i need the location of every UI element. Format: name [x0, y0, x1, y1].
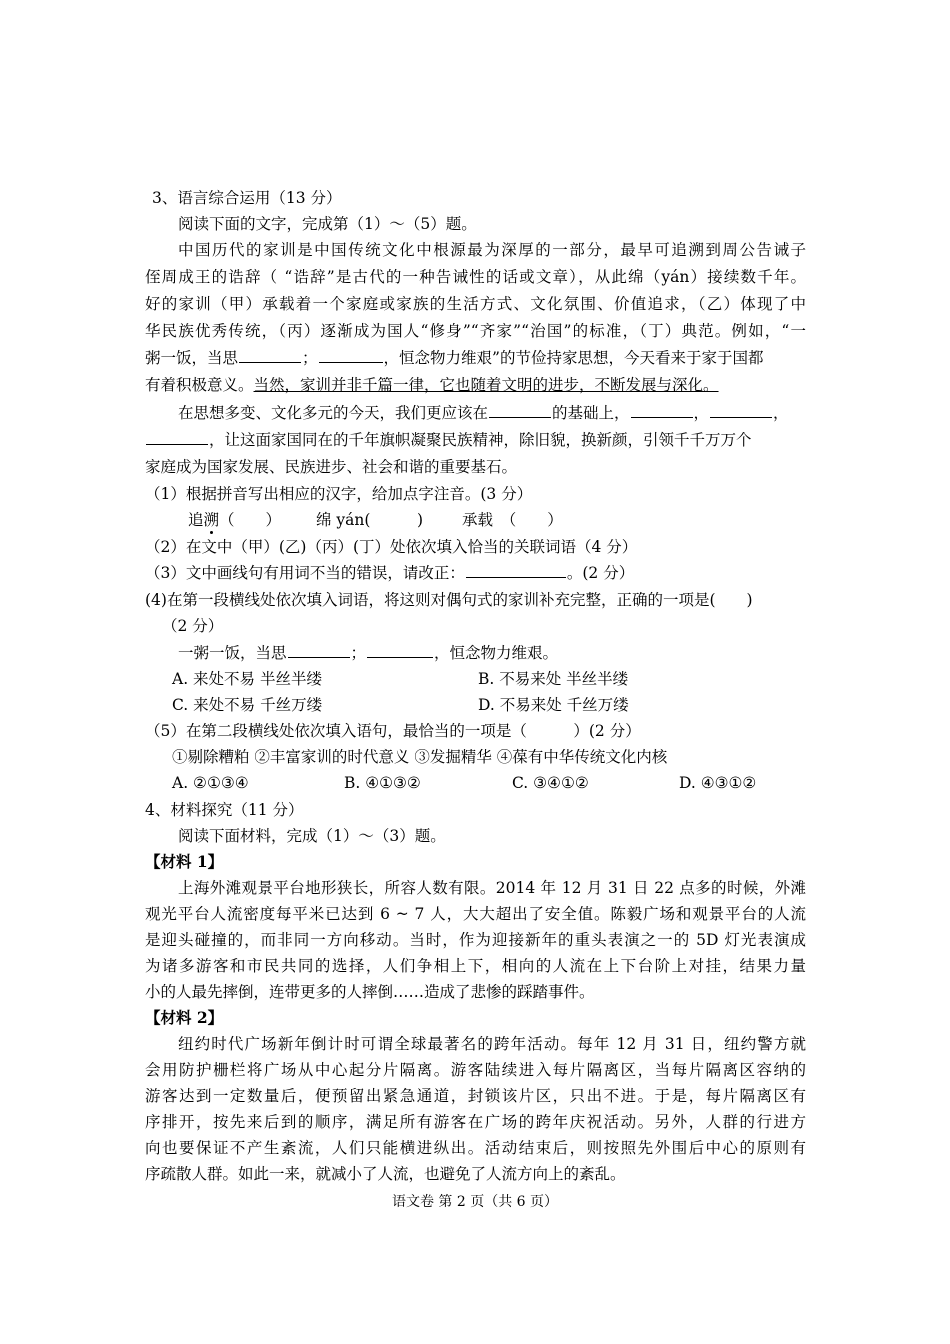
blank-field [367, 643, 433, 658]
text-segment: ，恒念物力维艰。 [434, 644, 559, 662]
text-segment: ， [773, 404, 789, 422]
q3-sub1-item3: 承载 （ ） [462, 511, 563, 529]
material-1-line4: 为诸多游客和市民共同的选择，人们争相上下，相向的人流在上下台阶上对挂，结果力量 [145, 957, 806, 975]
material-1-line5: 小的人最先摔倒，连带更多的人摔倒……造成了悲惨的踩踏事件。 [145, 983, 595, 1001]
material-2-title: 【材料 2】 [145, 1008, 224, 1027]
blank-field [466, 563, 566, 578]
q3-sub4-option-a: A. 来处不易 半丝半缕 [172, 670, 322, 688]
material-2-line3: 游客达到一定数量后，便预留出紧急通道，封锁该片区，只出不进。于是，每片隔离区有 [145, 1087, 806, 1105]
q3-sub5-option-c: C. ③④①② [512, 774, 589, 792]
text-segment: ， [693, 404, 710, 422]
q3-sub5-option-b: B. ④①③② [344, 774, 421, 792]
q3-para1-line5 [145, 348, 763, 368]
q3-para2-line3: 家庭成为国家发展、民族进步、社会和谐的重要基石。 [145, 458, 518, 476]
q3-para1-line6 [145, 375, 719, 395]
material-1-line2: 观光平台人流密度每平米已达到 6 ~ 7 人，大大超出了安全值。陈毅广场和观景平台的人流 [145, 905, 806, 923]
text-segment: 一粥一饭，当思 [178, 644, 287, 662]
text-segment: （3）文中画线句有用词不当的错误，请改正： [145, 564, 465, 582]
q3-sub4-option-c: C. 来处不易 千丝万缕 [172, 696, 323, 714]
material-2-line4: 序排开，按先来后到的顺序，满足所有游客在广场的跨年庆祝活动。另外，人群的行进方 [145, 1113, 806, 1131]
q3-para1-line1: 中国历代的家训是中国传统文化中根源最为深厚的一部分，最早可追溯到周公告诫子 [178, 241, 806, 259]
q3-sub4-line3 [178, 643, 558, 663]
blank-field [710, 403, 772, 418]
blank-field [239, 348, 301, 363]
material-1-line3: 是迎头碰撞的，而非同一方向移动。当时，作为迎接新年的重头表演之一的 5D 灯光表演成 [145, 931, 806, 949]
blank-field [146, 430, 208, 445]
text-segment: ，让这面家国同在的千年旗帜凝聚民族精神，除旧貌，换新颜，引领千千万万个 [209, 431, 752, 449]
text-segment: ，恒念物力维艰”的节俭持家思想，今天看来于家于国都 [383, 349, 764, 367]
text-segment: 在思想多变、文化多元的今天，我们更应该在 [178, 404, 489, 422]
material-1-line1: 上海外滩观景平台地形狭长，所容人数有限。2014 年 12 月 31 日 22 点多的时候，外滩 [178, 879, 806, 897]
text-segment: 有着积极意义。 [145, 376, 254, 394]
text-segment: ； [302, 349, 318, 367]
q3-sub4-line2: （2 分） [162, 617, 224, 635]
q3-sub4-option-b: B. 不易来处 半丝半缕 [478, 670, 629, 688]
text-segment: （ ） [219, 511, 282, 529]
material-2-line2: 会用防护栅栏将广场从中心起分片隔离。游客陆续进入每片隔离区，当每片隔离区容纳的 [145, 1061, 806, 1079]
blank-field [319, 348, 383, 363]
q3-para1-line3: 好的家训（甲）承载着一个家庭或家族的生活方式、文化氛围、价值追求，（乙）体现了中 [145, 295, 806, 313]
q3-sub4-option-d: D. 不易来处 千丝万缕 [478, 696, 629, 714]
q4-heading: 4、材料探究（11 分） [145, 801, 304, 819]
q3-sub5-option-a: A. ②①③④ [172, 774, 249, 792]
material-1-title: 【材料 1】 [145, 852, 224, 871]
material-2-line5: 向也要保证不产生紊流，人们只能横进纵出。活动结束后，则按照先外围后中心的原则有 [145, 1139, 806, 1157]
text-segment: 的基础上， [552, 404, 630, 422]
underlined-sentence: 当然，家训并非千篇一律，它也随着文明的进步，不断发展与深化。 [253, 376, 719, 394]
material-2-line1: 纽约时代广场新年倒计时可谓全球最著名的跨年活动。每年 12 月 31 日，纽约警方就 [178, 1035, 806, 1053]
q3-sub2: （2）在文中（甲）(乙)（丙）(丁）处依次填入恰当的关联词语（4 分） [145, 538, 638, 556]
q3-sub1-item2: 绵 yán( ) [316, 511, 424, 529]
q3-sub5-line1: （5）在第二段横线处依次填入语句，最恰当的一项是（ ）(2 分） [145, 722, 641, 740]
q3-sub1: （1）根据拼音写出相应的汉字，给加点字注音。(3 分） [145, 485, 533, 503]
q3-para2-line1 [178, 403, 789, 423]
q3-heading: 3、语言综合运用（13 分） [152, 189, 342, 207]
q3-sub4-line1: (4)在第一段横线处依次填入词语，将这则对偶句式的家训补充完整，正确的一项是( ) [145, 591, 753, 609]
q4-instruction: 阅读下面材料，完成（1）～（3）题。 [178, 827, 446, 845]
q3-sub1-item1 [188, 510, 281, 530]
text-segment: ； [350, 644, 367, 662]
blank-field [288, 643, 350, 658]
q3-para1-line4: 华民族优秀传统，（丙）逐渐成为国人“修身”“齐家”“治国”的标准，（丁）典范。例如，“一 [145, 322, 806, 340]
text-segment: 追 [188, 511, 204, 529]
q3-sub5-option-d: D. ④③①② [679, 774, 757, 792]
text-segment: 。(2 分） [566, 564, 635, 582]
blank-field [489, 403, 551, 418]
q3-para2-line2 [145, 430, 752, 450]
blank-field [631, 403, 693, 418]
text-segment: 粥一饭，当思 [145, 349, 239, 367]
q3-sub5-line2: ①剔除糟粕 ②丰富家训的时代意义 ③发掘精华 ④葆有中华传统文化内核 [172, 748, 668, 766]
dotted-character: 溯 [203, 511, 220, 529]
q3-instruction: 阅读下面的文字，完成第（1）～（5）题。 [178, 215, 477, 233]
page-footer: 语文卷 第 2 页（共 6 页） [391, 1194, 559, 1210]
q3-sub3 [145, 563, 634, 583]
q3-para1-line2: 侄周成王的诰辞（ “诰辞”是古代的一种告诫性的话或文章），从此绵（yán）接续数千年。 [145, 268, 806, 286]
material-2-line6: 序疏散人群。如此一来，就减小了人流，也避免了人流方向上的紊乱。 [145, 1165, 626, 1183]
